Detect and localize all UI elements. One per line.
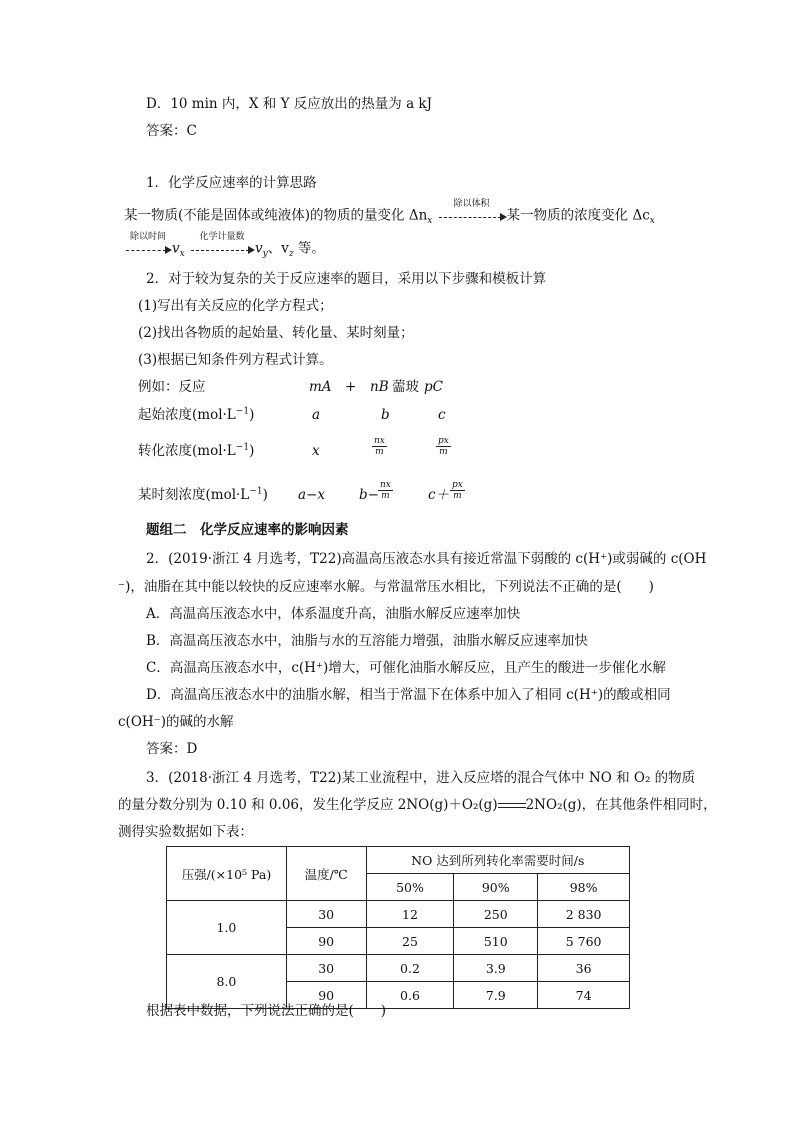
start-a: a	[312, 407, 321, 423]
q2-option-a: A．高温高压液态水中，体系温度升高，油脂水解反应速率加快	[146, 606, 521, 622]
eq-pC: pC	[424, 379, 443, 395]
calc-flow-line2	[124, 232, 325, 260]
row-change-text: 转化浓度(mol·L	[138, 443, 236, 459]
q2-answer: 答案：D	[146, 741, 198, 757]
calc-line1-start: 某一物质(不能是固体或纯液体)的物质的量变化 Δn	[124, 207, 428, 224]
header-pressure: 压强/(×10⁵ Pa)	[167, 847, 287, 901]
value-cell: 3.9	[454, 955, 538, 982]
temp-cell: 30	[286, 901, 366, 928]
value-cell: 25	[366, 928, 454, 955]
frac-px-m	[436, 436, 451, 457]
header-50: 50%	[366, 874, 454, 901]
row-change-label	[138, 442, 254, 460]
calc-vy: v	[255, 240, 263, 257]
q2-option-c: C．高温高压液态水中，c(H⁺)增大，可催化油脂水解反应，且产生的酸进一步催化水解	[146, 660, 666, 676]
calc-sub-x: x	[427, 216, 433, 227]
group2-title: 题组二 化学反应速率的影响因素	[146, 522, 349, 538]
arrow-label-coefficient: 化学计量数	[199, 232, 245, 242]
header-time: NO 达到所列转化率需要时间/s	[366, 847, 629, 874]
step-2: (2)找出各物质的起始量、转化量、某时刻量；	[138, 325, 414, 341]
header-temperature: 温度/℃	[286, 847, 366, 901]
arrow-label-volume: 除以体积	[453, 199, 490, 209]
temp-cell: 90	[286, 982, 366, 1009]
q2-option-b: B．高温高压液态水中，油脂与水的互溶能力增强，油脂水解反应速率加快	[146, 633, 588, 649]
unit-close-3: )	[262, 487, 268, 503]
frac-num: px	[452, 480, 463, 490]
q3-line1: 3．(2018·浙江 4 月选考，T22)某工业流程中，进入反应塔的混合气体中 NO 和 O₂ 的物质	[146, 770, 696, 786]
calc-sep: 、v	[267, 240, 289, 257]
calc-line2-end: 等。	[293, 240, 325, 257]
eq-mid: 蘦玻	[392, 379, 419, 395]
moment-a: a−x	[298, 487, 325, 503]
eq-mA: mA	[309, 379, 332, 395]
value-cell: 36	[538, 955, 630, 982]
unit-close-2: )	[249, 443, 255, 459]
frac-den: m	[439, 447, 448, 457]
q3-line2-end: 2NO₂(g)，在其他条件相同时，	[525, 797, 717, 813]
pressure-cell: 8.0	[167, 955, 287, 1009]
arrow-divide-time	[124, 232, 172, 260]
arrow-coefficient	[189, 232, 255, 260]
q3-line2-start: 的量分数分别为 0.10 和 0.06，发生化学反应 2NO(g)＋O₂(g)	[118, 797, 498, 813]
q2-line2: ⁻)，油脂在其中能以较快的反应速率水解。与常温常压水相比，下列说法不正确的是( )	[118, 579, 654, 595]
q2-option-d-line1: D．高温高压液态水中的油脂水解，相当于常温下在体系中加入了相同 c(H⁺)的酸或相同	[146, 687, 671, 703]
moment-c: c＋	[428, 487, 450, 503]
value-cell: 510	[454, 928, 538, 955]
table-row	[167, 955, 630, 982]
step-3: (3)根据已知条件列方程式计算。	[138, 352, 333, 368]
unit-sup-2: −1	[235, 442, 250, 453]
value-cell: 5 760	[538, 928, 630, 955]
change-a: x	[312, 443, 320, 459]
example-label: 例如：反应	[138, 379, 206, 395]
point1-title: 1．化学反应速率的计算思路	[146, 175, 317, 191]
value-cell: 2 830	[538, 901, 630, 928]
pressure-cell: 1.0	[167, 901, 287, 955]
frac-den: m	[375, 447, 384, 457]
row-moment-label	[138, 486, 268, 504]
start-c: c	[438, 407, 446, 423]
calc-sub-x3: x	[179, 249, 185, 260]
eq-nB: nB	[370, 379, 389, 395]
frac-nx-m	[372, 436, 387, 457]
unit-sup-3: −1	[249, 486, 263, 497]
calc-sub-x2: x	[649, 216, 655, 227]
eq-plus: +	[345, 379, 357, 395]
value-cell: 0.2	[366, 955, 454, 982]
frac-num: px	[438, 436, 449, 446]
calc-sub-y: y	[262, 249, 268, 260]
frac-den: m	[381, 491, 390, 501]
table-row	[167, 901, 630, 928]
arrow-label-time: 除以时间	[129, 232, 166, 242]
calc-line1-end: 某一物质的浓度变化 Δc	[506, 207, 650, 224]
row-start-text: 起始浓度(mol·L	[138, 407, 236, 423]
point2-title: 2．对于较为复杂的关于反应速率的题目，采用以下步骤和模板计算	[146, 271, 547, 287]
value-cell: 12	[366, 901, 454, 928]
arrow-divide-volume	[437, 199, 507, 227]
q2-option-d-line2: c(OH⁻)的碱的水解	[118, 714, 234, 730]
start-b: b	[381, 407, 390, 423]
value-cell: 74	[538, 982, 630, 1009]
calc-v: v	[172, 240, 180, 257]
value-cell: 0.6	[366, 982, 454, 1009]
moment-b: b−	[359, 487, 379, 503]
equilibrium-sign	[498, 800, 526, 812]
q3-line2	[118, 796, 717, 814]
frac-num: nx	[380, 480, 391, 490]
unit-close: )	[249, 407, 255, 423]
data-table	[166, 846, 630, 1009]
value-cell: 7.9	[454, 982, 538, 1009]
row-moment-text: 某时刻浓度(mol·L	[138, 487, 250, 503]
frac-num: nx	[374, 436, 385, 446]
header-90: 90%	[454, 874, 538, 901]
header-98: 98%	[538, 874, 630, 901]
calc-sub-z: z	[288, 249, 294, 260]
q3-after-table: 根据表中数据，下列说法正确的是( )	[146, 1003, 387, 1019]
prev-answer: 答案：C	[146, 123, 197, 139]
frac-px-m-2	[450, 480, 465, 501]
q2-line1: 2．(2019·浙江 4 月选考，T22)高温高压液态水具有接近常温下弱酸的 c(H⁺)或弱碱的 c(OH	[146, 551, 707, 567]
unit-sup: −1	[235, 406, 250, 417]
temp-cell: 90	[286, 928, 366, 955]
temp-cell: 30	[286, 955, 366, 982]
frac-den: m	[453, 491, 462, 501]
row-start-label	[138, 406, 254, 424]
value-cell: 250	[454, 901, 538, 928]
calc-flow-line1	[124, 199, 655, 227]
q3-line3: 测得实验数据如下表：	[118, 824, 253, 840]
prev-option-d: D．10 min 内，X 和 Y 反应放出的热量为 a kJ	[146, 96, 433, 112]
frac-nx-m-2	[378, 480, 393, 501]
step-1: (1)写出有关反应的化学方程式；	[138, 298, 333, 314]
